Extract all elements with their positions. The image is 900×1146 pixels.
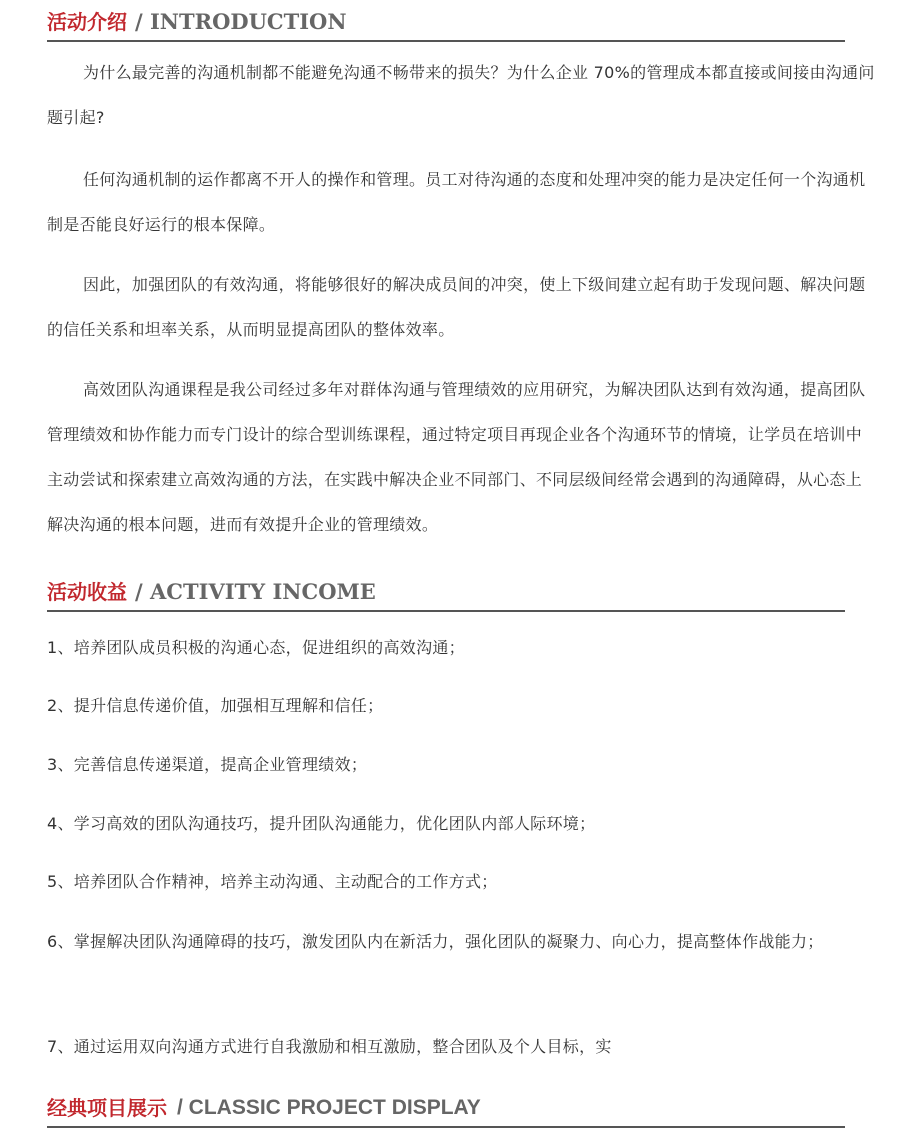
income-list-item: 4、学习高效的团队沟通技巧，提升团队沟通能力，优化团队内部人际环境； bbox=[47, 814, 596, 833]
income-list-item: 6、掌握解决团队沟通障碍的技巧，激发团队内在新活力，强化团队的凝聚力、向心力，提高整体作战能力； bbox=[47, 932, 824, 951]
introduction-paragraph: 任何沟通机制的运作都离不开人的操作和管理。员工对待沟通的态度和处理冲突的能力是决定任何一个沟通机制是否能良好运行的根本保障。 bbox=[47, 170, 866, 234]
income-list-item: 7、通过运用双向沟通方式进行自我激励和相互激励，整合团队及个人目标，实 bbox=[47, 1037, 612, 1056]
display-title-zh: 经典项目展示 bbox=[47, 1096, 167, 1120]
income-heading bbox=[47, 574, 845, 612]
income-title-zh: 活动收益 bbox=[47, 580, 127, 604]
income-list-item: 5、培养团队合作精神，培养主动沟通、主动配合的工作方式； bbox=[47, 872, 498, 891]
introduction-title-en: / INTRODUCTION bbox=[135, 9, 347, 34]
income-list-item: 3、完善信息传递渠道，提高企业管理绩效； bbox=[47, 755, 368, 774]
introduction-paragraph: 因此，加强团队的有效沟通，将能够很好的解决成员间的冲突，使上下级间建立起有助于发现问题、解决问题的信任关系和坦率关系，从而明显提高团队的整体效率。 bbox=[47, 275, 866, 339]
income-list-item: 2、提升信息传递价值，加强相互理解和信任； bbox=[47, 696, 384, 715]
income-title-en: / ACTIVITY INCOME bbox=[135, 579, 376, 604]
introduction-paragraph: 高效团队沟通课程是我公司经过多年对群体沟通与管理绩效的应用研究，为解决团队达到有效沟通，提高团队管理绩效和协作能力而专门设计的综合型训练课程，通过特定项目再现企业各个沟通环节的情境，让学员在培训中主动尝试和探索建立高效沟通的方法，在实践中解决企业不同部门、不同层级间经常会遇到的沟通障碍，从心态上解决沟通的根本问题，进而有效提升企业的管理绩效。 bbox=[47, 380, 866, 534]
display-heading bbox=[47, 1090, 845, 1128]
introduction-title-zh: 活动介绍 bbox=[47, 10, 127, 34]
income-list-item: 1、培养团队成员积极的沟通心态，促进组织的高效沟通； bbox=[47, 638, 465, 657]
introduction-paragraph: 为什么最完善的沟通机制都不能避免沟通不畅带来的损失？为什么企业 70%的管理成本都直接或间接由沟通问题引起? bbox=[47, 63, 875, 127]
introduction-heading bbox=[47, 4, 845, 42]
display-title-en: / CLASSIC PROJECT DISPLAY bbox=[177, 1096, 481, 1119]
